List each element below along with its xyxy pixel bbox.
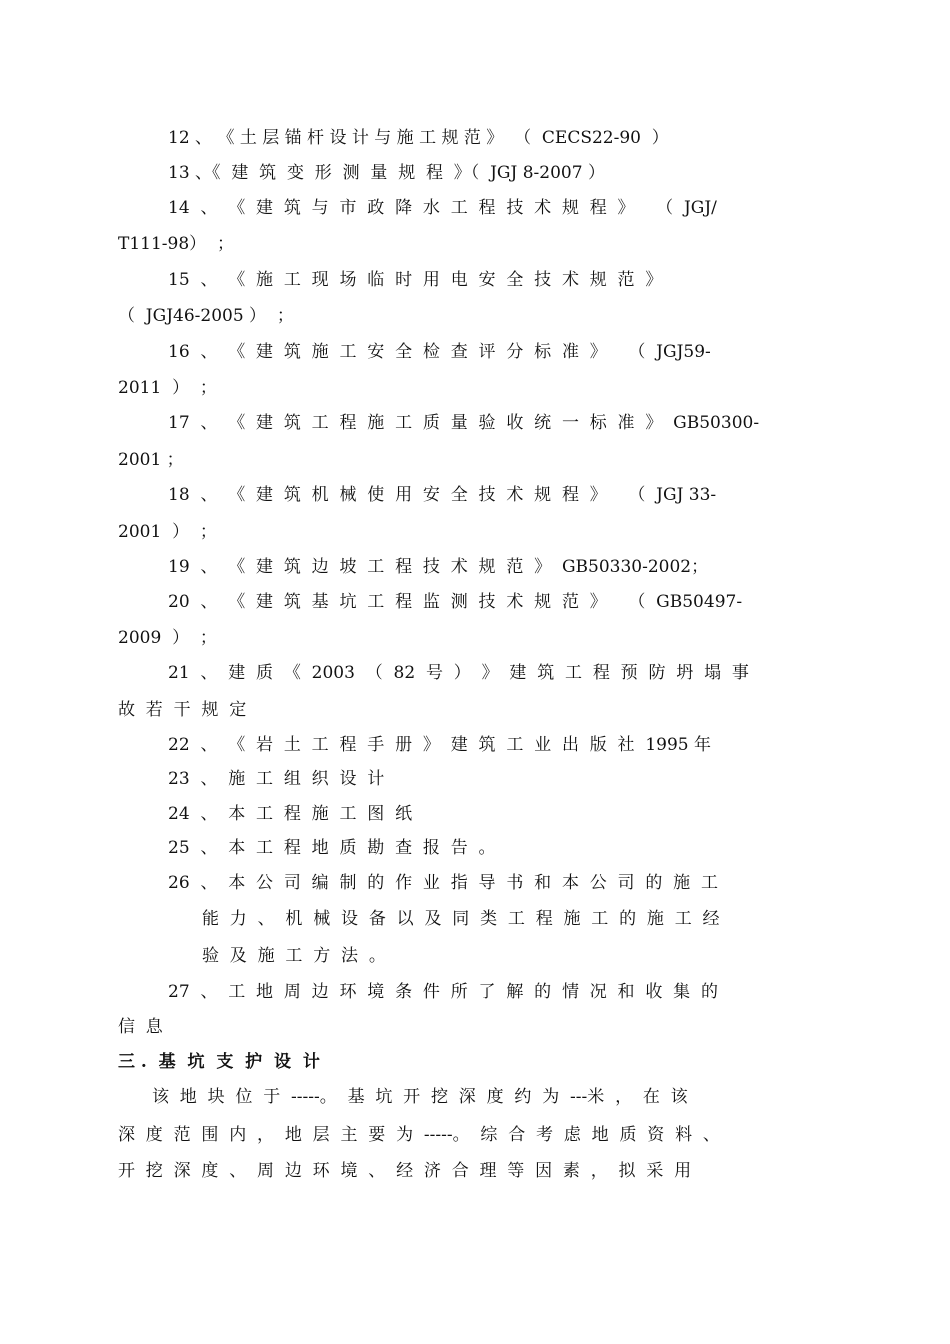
text-line: 25 、 本 工 程 地 质 勘 查 报 告 。 xyxy=(168,838,496,858)
text-line: 27 、 工 地 周 边 环 境 条 件 所 了 解 的 情 况 和 收 集 的 xyxy=(168,982,718,1002)
text-line: 2009 ） ； xyxy=(118,628,217,648)
text-line: 19 、 《 建 筑 边 坡 工 程 技 术 规 范 》 GB50330-2002； xyxy=(168,557,709,577)
text-line: 21 、 建 质 《 2003 （ 82 号 ） 》 建 筑 工 程 预 防 坍 塌 事 xyxy=(168,663,749,683)
text-line: 13 、《 建 筑 变 形 测 量 规 程 》（ JGJ 8-2007 ） xyxy=(168,163,605,183)
text-line: 信 息 xyxy=(118,1017,163,1037)
text-line: 22 、 《 岩 土 工 程 手 册 》 建 筑 工 业 出 版 社 1995 年 xyxy=(168,735,712,755)
text-line: 2011 ） ； xyxy=(118,378,217,398)
text-line: T111-98） ； xyxy=(118,234,234,254)
text-line: （ JGJ46-2005 ） ； xyxy=(118,306,294,326)
text-line: 26 、 本 公 司 编 制 的 作 业 指 导 书 和 本 公 司 的 施 工 xyxy=(168,873,718,893)
text-line: 15 、 《 施 工 现 场 临 时 用 电 安 全 技 术 规 范 》 xyxy=(168,270,663,290)
text-line: 20 、 《 建 筑 基 坑 工 程 监 测 技 术 规 范 》 （ GB50497- xyxy=(168,592,743,612)
text-line: 该 地 块 位 于 -----。 基 坑 开 挖 深 度 约 为 ---米 ， 在 该 xyxy=(152,1087,688,1107)
text-line: 能 力 、 机 械 设 备 以 及 同 类 工 程 施 工 的 施 工 经 xyxy=(202,909,720,929)
text-line: 17 、 《 建 筑 工 程 施 工 质 量 验 收 统 一 标 准 》 GB50300- xyxy=(168,413,760,433)
text-line: 故 若 干 规 定 xyxy=(118,700,247,720)
text-line: 24 、 本 工 程 施 工 图 纸 xyxy=(168,804,413,824)
text-line: 18 、 《 建 筑 机 械 使 用 安 全 技 术 规 程 》 （ JGJ 33- xyxy=(168,485,717,505)
text-line: 深 度 范 围 内 ， 地 层 主 要 为 -----。 综 合 考 虑 地 质 资 料 、 xyxy=(118,1125,720,1145)
text-line: 14 、 《 建 筑 与 市 政 降 水 工 程 技 术 规 程 》 （ JGJ/ xyxy=(168,198,717,218)
text-line: 12 、 《 土 层 锚 杆 设 计 与 施 工 规 范 》 （ CECS22-90 ） xyxy=(168,128,669,148)
text-line: 2001 ） ； xyxy=(118,522,217,542)
text-line: 16 、 《 建 筑 施 工 安 全 检 查 评 分 标 准 》 （ JGJ59- xyxy=(168,342,711,362)
section-heading: 三 . 基 坑 支 护 设 计 xyxy=(118,1052,320,1072)
text-line: 2001 ； xyxy=(118,450,184,470)
text-line: 23 、 施 工 组 织 设 计 xyxy=(168,769,385,789)
text-line: 验 及 施 工 方 法 。 xyxy=(202,946,386,966)
text-line: 开 挖 深 度 、 周 边 环 境 、 经 济 合 理 等 因 素 ， 拟 采 用 xyxy=(118,1161,692,1181)
